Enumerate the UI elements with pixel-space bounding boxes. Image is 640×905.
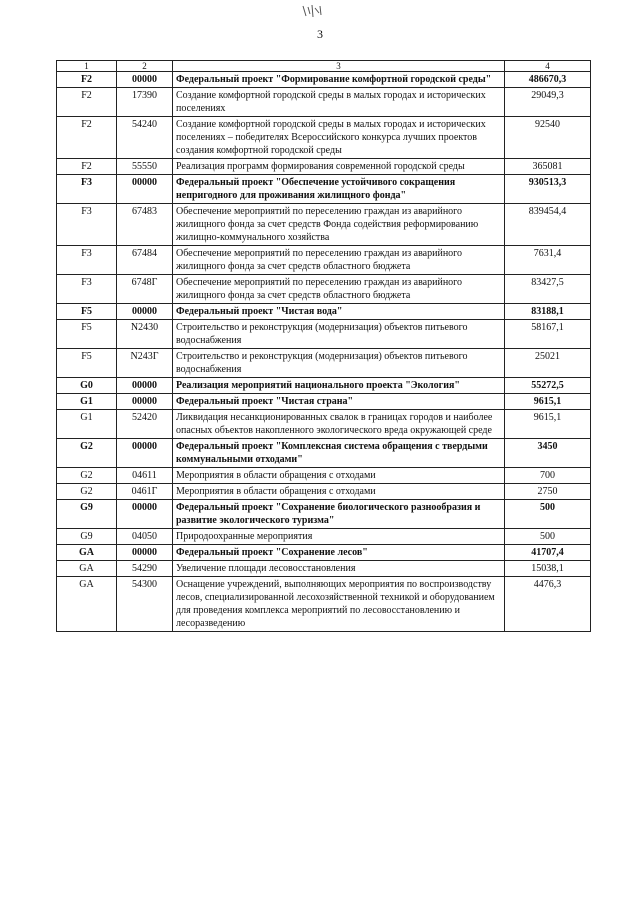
table-row	[57, 88, 591, 117]
program-code-cell: GA	[57, 577, 117, 632]
table-row	[57, 320, 591, 349]
name-cell: Строительство и реконструкция (модернизация) объектов питьевого водоснабжения	[173, 349, 505, 378]
direction-code-cell: 00000	[117, 304, 173, 320]
program-code-cell: G1	[57, 394, 117, 410]
table-row	[57, 545, 591, 561]
amount-cell: 839454,4	[505, 204, 591, 246]
name-cell: Мероприятия в области обращения с отходами	[173, 468, 505, 484]
direction-code-cell: 17390	[117, 88, 173, 117]
amount-cell: 92540	[505, 117, 591, 159]
table-row	[57, 561, 591, 577]
program-code-cell: F5	[57, 349, 117, 378]
program-code-cell: G2	[57, 484, 117, 500]
name-cell: Федеральный проект "Сохранение лесов"	[173, 545, 505, 561]
table-row	[57, 410, 591, 439]
column-number: 1	[57, 61, 117, 72]
program-code-cell: G9	[57, 500, 117, 529]
name-cell: Обеспечение мероприятий по переселению граждан из аварийного жилищного фонда за счет средств Фонда содействия реформированию жилищно-коммунального хозяйства	[173, 204, 505, 246]
table-row	[57, 484, 591, 500]
table-row	[57, 500, 591, 529]
program-code-cell: F3	[57, 246, 117, 275]
budget-table-body	[57, 61, 591, 632]
amount-cell: 58167,1	[505, 320, 591, 349]
program-code-cell: G9	[57, 529, 117, 545]
program-code-cell: F3	[57, 275, 117, 304]
table-row	[57, 175, 591, 204]
program-code-cell: F5	[57, 320, 117, 349]
direction-code-cell: 54300	[117, 577, 173, 632]
budget-table	[56, 60, 591, 632]
table-row	[57, 204, 591, 246]
name-cell: Увеличение площади лесовосстановления	[173, 561, 505, 577]
name-cell: Создание комфортной городской среды в малых городах и исторических поселениях	[173, 88, 505, 117]
program-code-cell: F2	[57, 72, 117, 88]
table-row	[57, 304, 591, 320]
direction-code-cell: 6748Г	[117, 275, 173, 304]
amount-cell: 9615,1	[505, 410, 591, 439]
program-code-cell: F3	[57, 204, 117, 246]
program-code-cell: F3	[57, 175, 117, 204]
table-row	[57, 159, 591, 175]
name-cell: Обеспечение мероприятий по переселению граждан из аварийного жилищного фонда за счет средств областного бюджета	[173, 275, 505, 304]
program-code-cell: F2	[57, 117, 117, 159]
program-code-cell: G2	[57, 439, 117, 468]
name-cell: Федеральный проект "Формирование комфортной городской среды"	[173, 72, 505, 88]
name-cell: Федеральный проект "Сохранение биологического разнообразия и развитие экологического туризма"	[173, 500, 505, 529]
table-row	[57, 577, 591, 632]
amount-cell: 486670,3	[505, 72, 591, 88]
program-code-cell: G1	[57, 410, 117, 439]
amount-cell: 83427,5	[505, 275, 591, 304]
name-cell: Природоохранные мероприятия	[173, 529, 505, 545]
direction-code-cell: 00000	[117, 439, 173, 468]
direction-code-cell: 54240	[117, 117, 173, 159]
name-cell: Федеральный проект "Чистая страна"	[173, 394, 505, 410]
direction-code-cell: 52420	[117, 410, 173, 439]
scan-artifact-mark	[300, 4, 324, 18]
table-row	[57, 117, 591, 159]
program-code-cell: G2	[57, 468, 117, 484]
amount-cell: 29049,3	[505, 88, 591, 117]
name-cell: Обеспечение мероприятий по переселению граждан из аварийного жилищного фонда за счет средств областного бюджета	[173, 246, 505, 275]
amount-cell: 9615,1	[505, 394, 591, 410]
amount-cell: 500	[505, 500, 591, 529]
program-code-cell: F2	[57, 159, 117, 175]
direction-code-cell: N243Г	[117, 349, 173, 378]
direction-code-cell: 54290	[117, 561, 173, 577]
direction-code-cell: 67484	[117, 246, 173, 275]
table-row	[57, 72, 591, 88]
name-cell: Реализация мероприятий национального проекта "Экология"	[173, 378, 505, 394]
table-row	[57, 275, 591, 304]
table-row	[57, 246, 591, 275]
direction-code-cell: 00000	[117, 394, 173, 410]
table-row	[57, 349, 591, 378]
amount-cell: 55272,5	[505, 378, 591, 394]
column-number: 2	[117, 61, 173, 72]
table-row	[57, 394, 591, 410]
table-row	[57, 439, 591, 468]
direction-code-cell: 55550	[117, 159, 173, 175]
direction-code-cell: 67483	[117, 204, 173, 246]
direction-code-cell: 0461Г	[117, 484, 173, 500]
name-cell: Федеральный проект "Обеспечение устойчивого сокращения непригодного для проживания жилищного фонда"	[173, 175, 505, 204]
name-cell: Создание комфортной городской среды в малых городах и исторических поселениях – победителях Всероссийского конкурса лучших проектов создания комфортной городской среды	[173, 117, 505, 159]
direction-code-cell: 00000	[117, 545, 173, 561]
name-cell: Мероприятия в области обращения с отходами	[173, 484, 505, 500]
direction-code-cell: 00000	[117, 500, 173, 529]
amount-cell: 3450	[505, 439, 591, 468]
amount-cell: 15038,1	[505, 561, 591, 577]
direction-code-cell: 04611	[117, 468, 173, 484]
name-cell: Реализация программ формирования современной городской среды	[173, 159, 505, 175]
column-number: 4	[505, 61, 591, 72]
name-cell: Ликвидация несанкционированных свалок в границах городов и наиболее опасных объектов накопленного экологического вреда окружающей среде	[173, 410, 505, 439]
page-number: 3	[317, 27, 323, 41]
column-number: 3	[173, 61, 505, 72]
program-code-cell: GA	[57, 545, 117, 561]
direction-code-cell: 00000	[117, 378, 173, 394]
amount-cell: 25021	[505, 349, 591, 378]
name-cell: Федеральный проект "Чистая вода"	[173, 304, 505, 320]
program-code-cell: G0	[57, 378, 117, 394]
table-row	[57, 378, 591, 394]
amount-cell: 7631,4	[505, 246, 591, 275]
amount-cell: 41707,4	[505, 545, 591, 561]
program-code-cell: GA	[57, 561, 117, 577]
amount-cell: 83188,1	[505, 304, 591, 320]
column-number-row	[57, 61, 591, 72]
amount-cell: 2750	[505, 484, 591, 500]
table-row	[57, 468, 591, 484]
program-code-cell: F5	[57, 304, 117, 320]
direction-code-cell: 04050	[117, 529, 173, 545]
direction-code-cell: 00000	[117, 72, 173, 88]
name-cell: Оснащение учреждений, выполняющих мероприятия по воспроизводству лесов, специализированной лесохозяйственной техникой и оборудованием для проведения комплекса мероприятий по лесовосстановлению и лесоразведению	[173, 577, 505, 632]
name-cell: Федеральный проект "Комплексная система обращения с твердыми коммунальными отходами"	[173, 439, 505, 468]
table-row	[57, 529, 591, 545]
amount-cell: 500	[505, 529, 591, 545]
name-cell: Строительство и реконструкция (модернизация) объектов питьевого водоснабжения	[173, 320, 505, 349]
amount-cell: 365081	[505, 159, 591, 175]
amount-cell: 4476,3	[505, 577, 591, 632]
program-code-cell: F2	[57, 88, 117, 117]
direction-code-cell: N2430	[117, 320, 173, 349]
amount-cell: 930513,3	[505, 175, 591, 204]
amount-cell: 700	[505, 468, 591, 484]
direction-code-cell: 00000	[117, 175, 173, 204]
